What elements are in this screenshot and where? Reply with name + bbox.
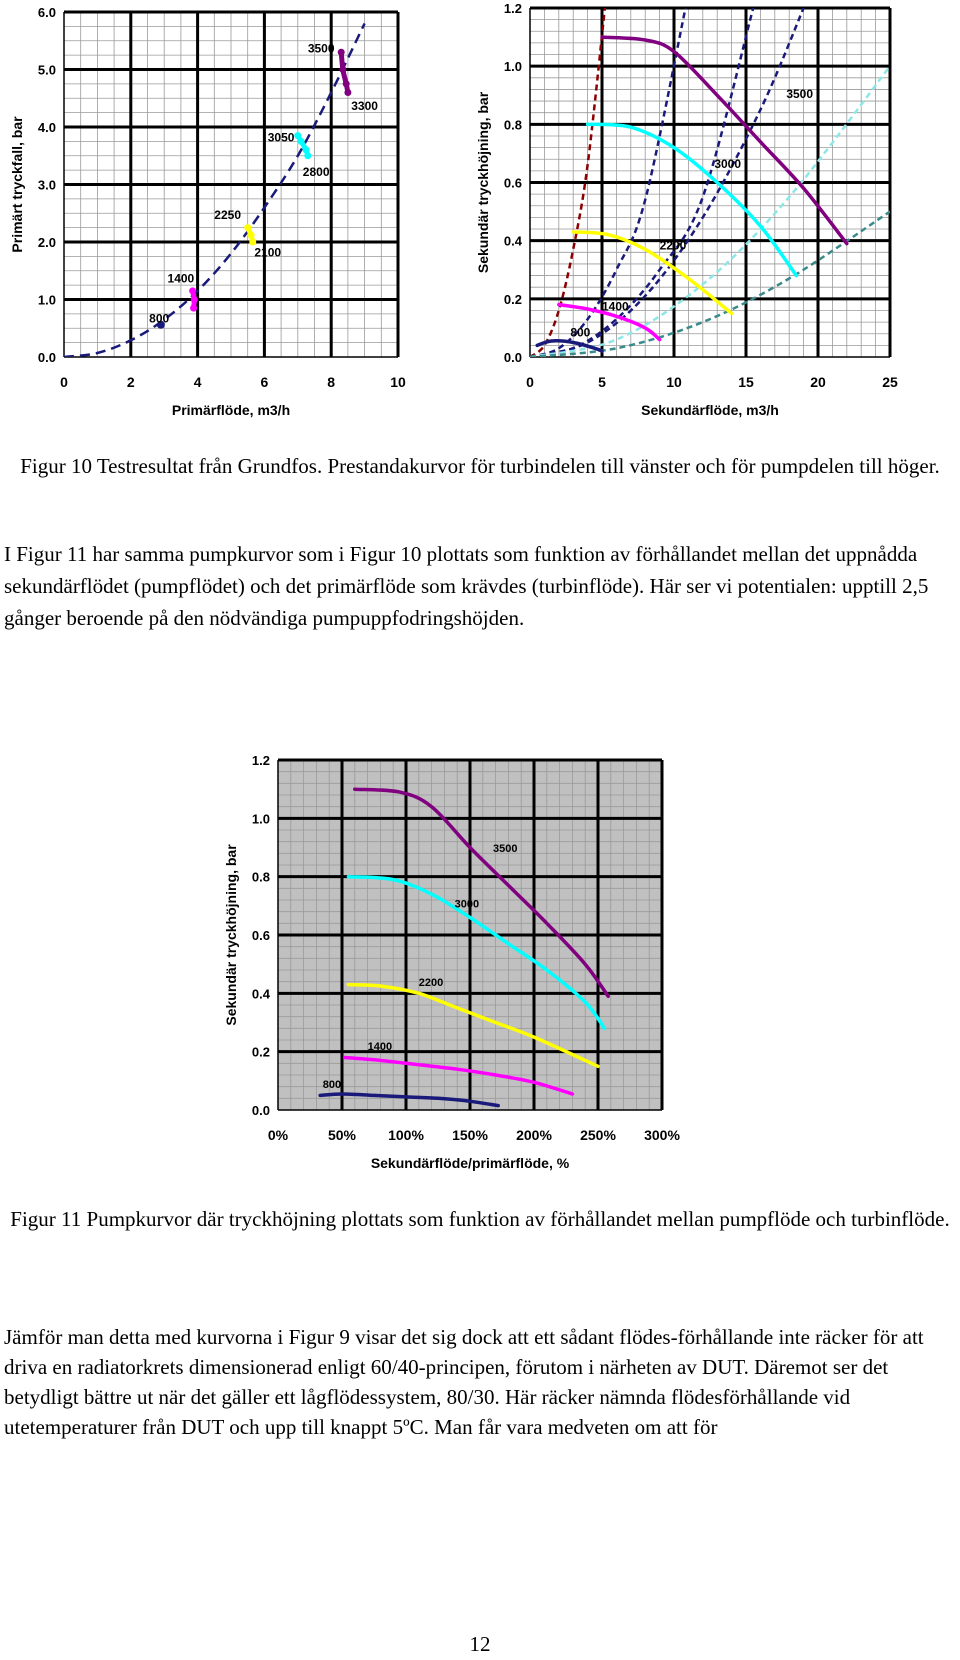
pump-y-tick-label: 0.8 (503, 117, 522, 133)
pump-x-tick-label: 15 (738, 374, 754, 390)
ratio-y-tick-label: 0.2 (251, 1044, 270, 1060)
ratio-x-tick-label: 100% (388, 1127, 424, 1143)
turbine-series-point (304, 152, 311, 159)
ratio-annotation: 3500 (493, 842, 518, 855)
pump-y-tick-label: 0.2 (503, 291, 522, 307)
paragraph-2-text: Jämför man detta med kurvorna i Figur 9 visar det sig dock att ett sådant flödes-förhållande inte räcker för att driva en radiatorkrets dimensionerad enligt 60/40-principen, förutom i närheten av DUT. Däremot ser det betydligt bättre ut när det gäller ett lågflödessystem, 80/30. Här räcker nämnda flödesförhållande vid utetemperaturer från DUT och upp till knappt 5ºC. Man får vara medveten om att för (4, 1325, 924, 1439)
chart-ratio-svg (205, 745, 705, 1185)
chart-turbine (0, 0, 420, 420)
turbine-y-tick-label: 3.0 (37, 177, 56, 193)
turbine-x-axis-title: Primärflöde, m3/h (171, 402, 291, 418)
ratio-y-tick-label: 0.4 (251, 986, 270, 1002)
turbine-y-tick-label: 0.0 (37, 350, 56, 365)
turbine-annotation: 3050 (267, 130, 295, 145)
pump-y-tick-label: 0.4 (503, 233, 522, 249)
pump-x-tick-label: 20 (810, 374, 826, 390)
turbine-series-point (190, 305, 197, 312)
turbine-annotation: 3500 (307, 41, 335, 56)
turbine-annotation: 2100 (254, 245, 282, 260)
turbine-annotation: 3300 (351, 98, 378, 113)
page-number: 12 (469, 1632, 491, 1656)
ratio-y-tick-label: 1.0 (251, 811, 270, 827)
turbine-y-tick-label: 4.0 (37, 120, 56, 135)
turbine-y-tick-label: 2.0 (37, 235, 56, 250)
ratio-annotation: 800 (322, 1079, 342, 1092)
turbine-x-tick-label: 4 (193, 374, 202, 390)
ratio-y-tick-label: 0.8 (251, 869, 270, 885)
turbine-x-tick-label: 6 (260, 374, 269, 390)
turbine-x-tick-label: 0 (60, 374, 68, 390)
ratio-annotation: 2200 (418, 977, 444, 990)
turbine-annotation: 2800 (302, 164, 330, 179)
ratio-annotation: 3000 (454, 898, 480, 911)
ratio-x-tick-label: 150% (452, 1127, 488, 1143)
figure10-caption: Figur 10 Testresultat från Grundfos. Prestandakurvor för turbindelen till vänster och för pumpdelen till höger. (20, 454, 940, 478)
figure11-caption: Figur 11 Pumpkurvor där tryckhöjning plottats som funktion av förhållandet mellan pumpflöde och turbinflöde. (10, 1207, 950, 1231)
ratio-x-tick-label: 0% (267, 1127, 289, 1143)
turbine-series-point (344, 89, 351, 96)
pump-x-axis-title: Sekundärflöde, m3/h (641, 402, 779, 418)
turbine-series-point (244, 224, 251, 231)
turbine-y-axis-title: Primärt tryckfall, bar (9, 116, 25, 253)
pump-x-tick-label: 25 (882, 374, 898, 390)
pump-x-tick-label: 10 (666, 374, 682, 390)
turbine-y-tick-label: 5.0 (37, 62, 56, 78)
turbine-y-tick-label: 6.0 (37, 5, 56, 20)
turbine-series-point (343, 80, 350, 87)
ratio-y-tick-label: 1.2 (251, 753, 270, 768)
ratio-y-axis-title: Sekundär tryckhöjning, bar (223, 844, 239, 1026)
turbine-y-tick-label: 1.0 (37, 292, 56, 308)
ratio-x-tick-label: 200% (516, 1127, 552, 1143)
pump-annotation: 3500 (786, 87, 814, 102)
chart-ratio (205, 745, 705, 1185)
turbine-annotation: 2250 (214, 208, 242, 222)
pump-annotation: 1400 (602, 299, 629, 314)
pump-x-tick-label: 5 (598, 374, 606, 390)
pump-annotation: 2200 (659, 238, 687, 253)
paragraph-1-text: I Figur 11 har samma pumpkurvor som i Figur 10 plottats som funktion av förhållandet mellan det uppnådda sekundärflödet (pumpflödet) och det primärflöde som krävdes (turbinflöde). Här ser vi potentialen: upptill 2,5 gånger beroende på den nödvändiga pumpuppfodringshöjden. (4, 542, 929, 630)
paragraph-2 (4, 1322, 956, 1442)
turbine-x-tick-label: 10 (390, 374, 406, 390)
turbine-series-point (339, 66, 346, 73)
ratio-x-tick-label: 250% (580, 1127, 616, 1143)
pump-y-tick-label: 0.6 (503, 175, 522, 191)
turbine-series-point (189, 287, 196, 294)
turbine-series-point (298, 138, 305, 145)
paragraph-1 (4, 538, 956, 634)
turbine-series-point (338, 49, 345, 56)
pump-y-tick-label: 1.0 (503, 59, 522, 75)
pump-y-axis-title: Sekundär tryckhöjning, bar (475, 91, 491, 274)
pump-annotation: 800 (570, 325, 591, 340)
turbine-series-point (248, 232, 255, 239)
turbine-series-point (191, 296, 198, 303)
turbine-x-tick-label: 2 (126, 374, 135, 390)
chart-pump-svg (460, 0, 960, 420)
ratio-x-tick-label: 300% (644, 1127, 680, 1143)
chart-turbine-svg (0, 0, 420, 420)
turbine-x-tick-label: 8 (327, 374, 336, 390)
pump-annotation: 3000 (714, 156, 742, 171)
ratio-y-tick-label: 0.6 (251, 928, 270, 943)
ratio-x-tick-label: 50% (327, 1127, 357, 1143)
pump-y-tick-label: 0.0 (503, 350, 522, 365)
ratio-y-tick-label: 0.0 (251, 1103, 270, 1118)
pump-x-tick-label: 0 (526, 374, 534, 390)
chart-pump (460, 0, 960, 420)
ratio-annotation: 1400 (367, 1041, 393, 1054)
turbine-annotation: 800 (149, 311, 170, 326)
turbine-annotation: 1400 (167, 271, 195, 286)
pump-y-tick-label: 1.2 (503, 1, 522, 16)
ratio-x-axis-title: Sekundärflöde/primärflöde, % (370, 1155, 570, 1171)
